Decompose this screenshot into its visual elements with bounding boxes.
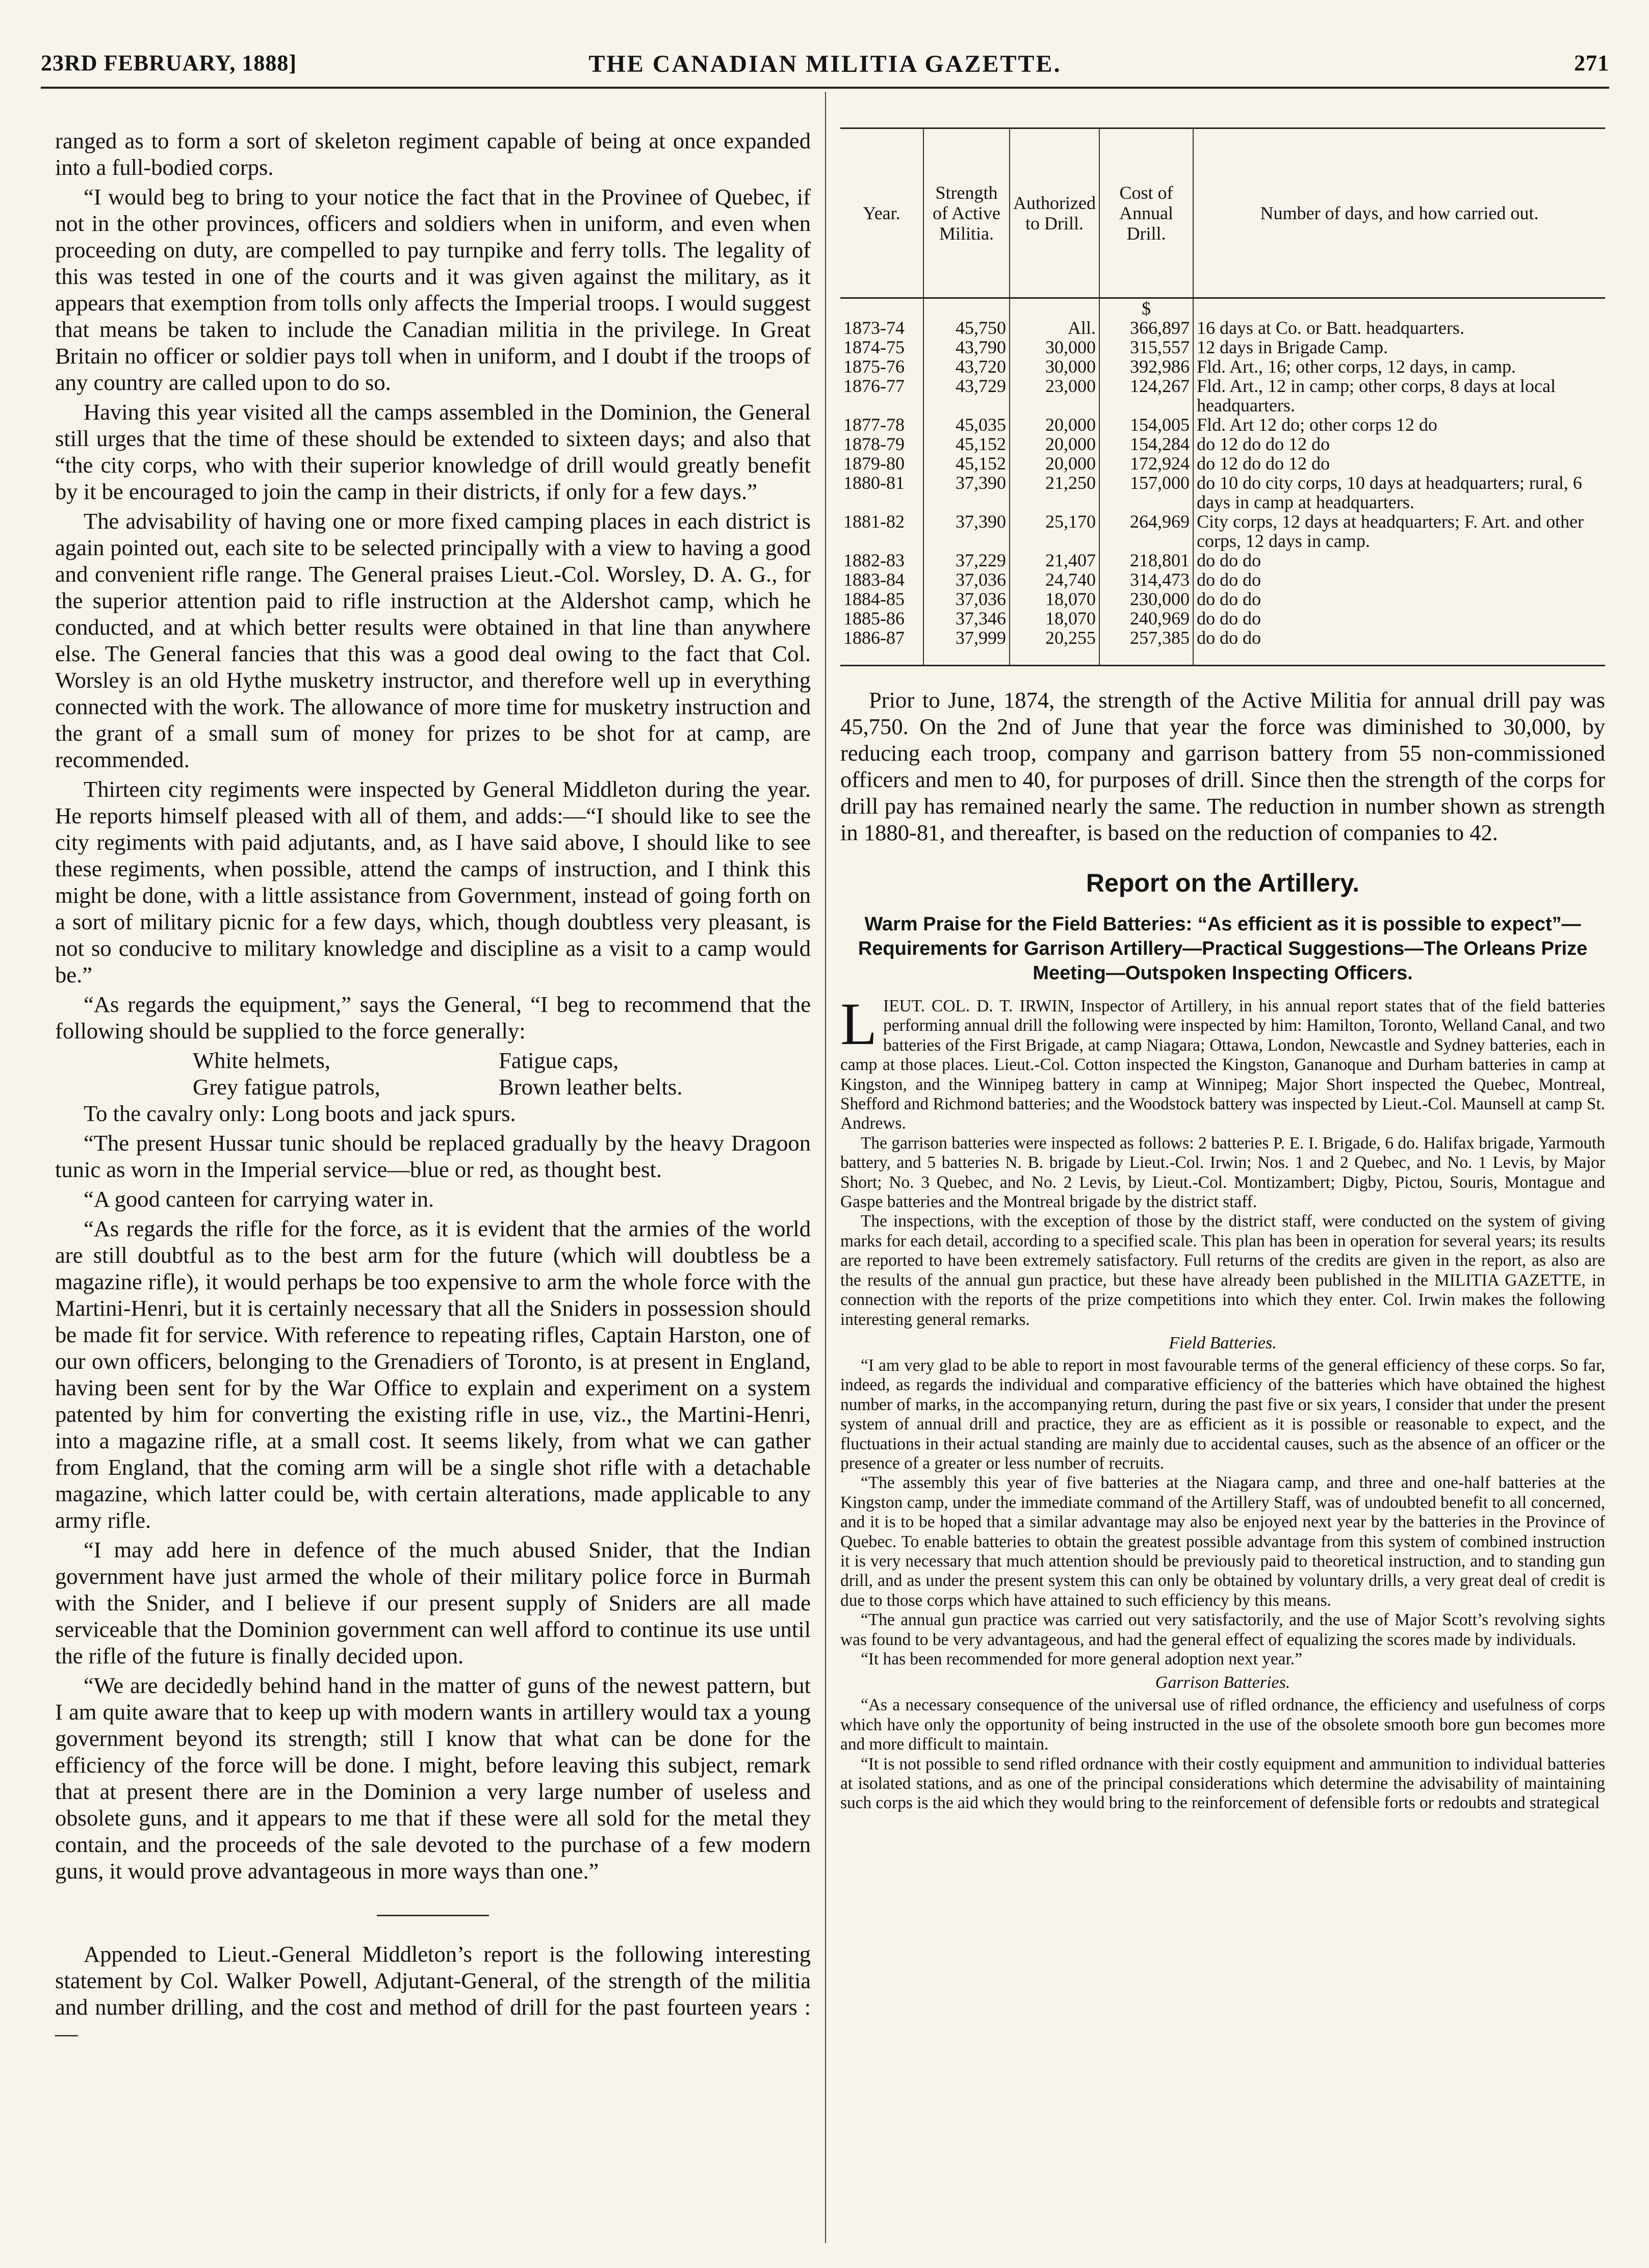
cell-authorized: 25,170 bbox=[1010, 512, 1099, 551]
table-row bbox=[840, 376, 1605, 415]
cell-year: 1884-85 bbox=[843, 589, 905, 609]
header-strength: Strength of Active Militia. bbox=[923, 128, 1010, 298]
section-subtitle: Warm Praise for the Field Batteries: “As efficient as it is possible to expect”—Requirements for Garrison Artillery—Practical Suggestions—The Orleans Prize Meeting—Outspoken Inspecting Officers. bbox=[858, 914, 1588, 984]
cell-year: 1885-86 bbox=[843, 608, 905, 629]
left-paragraph-1: ranged as to form a sort of skeleton regiment capable of being at once expanded into a full-bodied corps. bbox=[55, 128, 811, 180]
cell-strength: 43,729 bbox=[923, 376, 1010, 415]
equipment-item: Fatigue caps, bbox=[499, 1048, 619, 1073]
cell-cost: 315,557 bbox=[1099, 337, 1193, 357]
cell-cost: 392,986 bbox=[1099, 357, 1193, 376]
header-year: Year. bbox=[840, 128, 923, 298]
garrison-paragraph-1: “As a necessary consequence of the universal use of rifled ordnance, the efficiency and usefulness of corps which have only the opportunity of being instructed in the use of the obsolete smooth bore gun becomes more and more difficult to maintain. bbox=[840, 1696, 1605, 1754]
cell-strength: 45,152 bbox=[923, 434, 1010, 454]
cell-cost: 257,385 bbox=[1099, 628, 1193, 666]
cell-cost: 366,897 bbox=[1099, 318, 1193, 337]
cell-year: 1878-79 bbox=[843, 434, 905, 454]
table-row bbox=[840, 609, 1605, 628]
field-paragraph-2: “The assembly this year of five batteries at the Niagara camp, and three and one-half batteries at the Kingston camp, under the immediate command of the Artillery Staff, was of undoubted benefit to all concerned, and it is to be hoped that a similar advantage may also be enjoyed next year by the batteries in the Province of Quebec. To enable batteries to obtain the greatest possible advantage from this system of combined instruction it is very necessary that much attention should be previously paid to theoretical instruction, and to standing gun drill, and as under the present system this can only be obtained by voluntary drills, a very great deal of credit is due to those corps which have attained to such efficiency by this means. bbox=[840, 1473, 1605, 1610]
table-row bbox=[840, 357, 1605, 376]
field-paragraph-1: “I am very glad to be able to report in most favourable terms of the general efficiency of these corps. So far, indeed, as regards the individual and comparative efficiency of the batteries which have obtained the highest number of marks, in the accompanying return, during the past five or six years, I consider that under the present system of annual drill and practice, they are as efficient as it is possible or reasonable to expect, and the fluctuations in their actual standing are mainly due to accidental causes, such as the absence of an officer or the presence of a greater or less number of recruits. bbox=[840, 1355, 1605, 1473]
header-cost: Cost of Annual Drill. bbox=[1099, 128, 1193, 298]
cell-cost: 124,267 bbox=[1099, 376, 1193, 415]
militia-strength-table bbox=[840, 127, 1605, 666]
artillery-paragraph-1-text: IEUT. COL. D. T. IRWIN, Inspector of Artillery, in his annual report states that of the field batteries performing annual drill the following were inspected by him: Hamilton, Toronto, Welland Canal, and two batteries of the First Brigade, at camp Niagara; Ottawa, London, Newcastle and Sydney batteries, each in camp at those places. Lieut.-Col. Cotton inspected the Kingston, Gananoque and Durham batteries in camp at Kingston, and the Winnipeg battery in camp at Winnipeg; Major Short inspected the Quebec, Montreal, Shefford and Richmond batteries; and the Woodstock battery was inspected by Lieut.-Col. Maunsell at camp St. Andrews. bbox=[840, 997, 1605, 1133]
table-row bbox=[840, 473, 1605, 512]
right-column bbox=[840, 127, 1605, 1813]
cell-days: do 10 do city corps, 10 days at headquarters; rural, 6 days in camp at headquarters. bbox=[1193, 473, 1605, 512]
cell-cost: 157,000 bbox=[1099, 473, 1193, 512]
left-paragraph-4: The advisability of having one or more fixed camping places in each district is again pointed out, each site to be selected principally with a view to having a good and convenient rifle range. The General praises Lieut.-Col. Worsley, D. A. G., for the superior attention paid to rifle instruction at the Aldershot camp, which he conducted, and at which better results were obtained in that line than anywhere else. The General fancies that this was a good deal owing to the fact that Col. Worsley is an old Hythe musketry instructor, and therefore well up in everything connected with the work. The allowance of more time for musketry instruction and the grant of a small sum of money for prizes to be shot for at camp, are recommended. bbox=[55, 508, 811, 772]
equipment-item: Grey fatigue patrols, bbox=[193, 1074, 380, 1100]
cell-cost: 172,924 bbox=[1099, 454, 1193, 473]
cell-strength: 43,790 bbox=[923, 337, 1010, 357]
equipment-row bbox=[193, 1074, 682, 1100]
cell-days: do do do bbox=[1193, 570, 1605, 589]
cell-authorized: 18,070 bbox=[1010, 589, 1099, 609]
cell-authorized: 23,000 bbox=[1010, 376, 1099, 415]
cell-cost: 218,801 bbox=[1099, 551, 1193, 570]
cell-year: 1883-84 bbox=[843, 569, 905, 590]
cell-authorized: 30,000 bbox=[1010, 357, 1099, 376]
left-paragraph-11: “We are decidedly behind hand in the matter of guns of the newest pattern, but I am quite aware that to keep up with modern wants in artillery would tax a young government beyond its strength; still I know that what can be done for the efficiency of the force will be done. I might, before leaving this subject, remark that at present there are in the Dominion a very large number of useless and obsolete guns, and it appears to me that if these were all sold for the metal they contain, and the proceeds of the sale devoted to the purchase of a few modern guns, it would prove advantageous in more ways than one.” bbox=[55, 1673, 811, 1884]
cell-days: 16 days at Co. or Batt. headquarters. bbox=[1193, 318, 1605, 337]
column-rule bbox=[825, 92, 826, 2243]
cell-year: 1880-81 bbox=[843, 473, 905, 493]
cell-authorized: 20,000 bbox=[1010, 415, 1099, 434]
section-title: Report on the Artillery. bbox=[1086, 869, 1360, 897]
garrison-paragraph-2: “It is not possible to send rifled ordnance with their costly equipment and ammunition to individual batteries at isolated stations, and as one of the principal considerations which determine the advisability of maintaining such corps is the aid which they would bring to the reinforcement of defensible forts or redoubts and strategical bbox=[840, 1754, 1605, 1813]
table-row bbox=[840, 318, 1605, 337]
cell-cost: 154,005 bbox=[1099, 415, 1193, 434]
cell-authorized: 24,740 bbox=[1010, 570, 1099, 589]
cell-cost: 240,969 bbox=[1099, 609, 1193, 628]
table-row bbox=[840, 298, 1605, 319]
cell-days: Fld. Art., 12 in camp; other corps, 8 days at local headquarters. bbox=[1193, 376, 1605, 415]
cell-strength: 37,036 bbox=[923, 589, 1010, 609]
cell-cost: 264,969 bbox=[1099, 512, 1193, 551]
left-paragraph-5: Thirteen city regiments were inspected by General Middleton during the year. He reports himself pleased with all of them, and adds:—“I should like to see the city regiments with paid adjutants, and, as I have said above, I should like to see these regiments, when possible, attend the camps of instruction, and I think this might be done, with a little assistance from Government, instead of going forth on a sort of military picnic for a few days, which, though doubtless very pleasant, is not so conducive to military knowledge and discipline as a visit to a camp would be.” bbox=[55, 776, 811, 987]
left-paragraph-6: “As regards the equipment,” says the General, “I beg to recommend that the following should be supplied to the force generally: bbox=[55, 992, 811, 1044]
table-header-row bbox=[840, 128, 1605, 298]
cell-strength: 37,346 bbox=[923, 609, 1010, 628]
cell-days: City corps, 12 days at headquarters; F. Art. and other corps, 12 days in camp. bbox=[1193, 512, 1605, 551]
cell-strength: 45,035 bbox=[923, 415, 1010, 434]
cell-authorized: 18,070 bbox=[1010, 609, 1099, 628]
cell-authorized: 21,407 bbox=[1010, 551, 1099, 570]
left-column bbox=[55, 127, 811, 2050]
header-authorized: Authorized to Drill. bbox=[1010, 128, 1099, 298]
cell-year: 1876-77 bbox=[843, 376, 905, 396]
table-row bbox=[840, 337, 1605, 357]
cell-authorized: 30,000 bbox=[1010, 337, 1099, 357]
header-days: Number of days, and how carried out. bbox=[1193, 128, 1605, 298]
table-row bbox=[840, 434, 1605, 454]
cell-year: 1877-78 bbox=[843, 414, 905, 435]
left-paragraph-3: Having this year visited all the camps assembled in the Dominion, the General still urges that the time of these should be extended to sixteen days; and also that “the city corps, who with their superior knowledge of drill would greatly benefit by it be encouraged to join the camp in their districts, if only for a few days.” bbox=[55, 399, 811, 504]
cell-cost: 154,284 bbox=[1099, 434, 1193, 454]
cell-strength: 37,036 bbox=[923, 570, 1010, 589]
table-row bbox=[840, 570, 1605, 589]
equipment-list bbox=[193, 1047, 682, 1100]
cell-year: 1873-74 bbox=[843, 318, 905, 338]
table-row bbox=[840, 628, 1605, 666]
cavalry-line: To the cavalry only: Long boots and jack spurs. bbox=[84, 1101, 516, 1126]
cell-year: 1875-76 bbox=[843, 356, 905, 377]
equipment-item: Brown leather belts. bbox=[499, 1074, 683, 1100]
cell-days: 12 days in Brigade Camp. bbox=[1193, 337, 1605, 357]
field-paragraph-4: “It has been recommended for more general adoption next year.” bbox=[861, 1650, 1302, 1669]
table-row bbox=[840, 551, 1605, 570]
artillery-paragraph-3: The inspections, with the exception of those by the district staff, were conducted on the system of giving marks for each detail, according to a specified scale. This plan has been in operation for several years; its results are reported to have been extremely satisfactory. Full returns of the credits are given in the report, as also are the results of the annual gun practice, but these have already been published in the MILITIA GAZETTE, in connection with the reports of the prize competitions into which they enter. Col. Irwin makes the following interesting general remarks. bbox=[840, 1212, 1605, 1329]
cell-strength: 43,720 bbox=[923, 357, 1010, 376]
table-body bbox=[840, 298, 1605, 666]
cell-days: Fld. Art., 16; other corps, 12 days, in camp. bbox=[1193, 357, 1605, 376]
drop-cap: L bbox=[840, 990, 878, 1057]
cell-year: 1881-82 bbox=[843, 511, 905, 532]
cell-authorized: 21,250 bbox=[1010, 473, 1099, 512]
cell-days: do 12 do do 12 do bbox=[1193, 434, 1605, 454]
currency-symbol: $ bbox=[1099, 298, 1193, 319]
cell-days: do do do bbox=[1193, 589, 1605, 609]
garrison-batteries-heading: Garrison Batteries. bbox=[1155, 1673, 1291, 1692]
cell-year: 1879-80 bbox=[843, 453, 905, 474]
cell-year: 1874-75 bbox=[843, 337, 905, 357]
cell-cost: 314,473 bbox=[1099, 570, 1193, 589]
cell-days: do 12 do do 12 do bbox=[1193, 454, 1605, 473]
cell-strength: 37,999 bbox=[923, 628, 1010, 666]
cell-days: Fld. Art 12 do; other corps 12 do bbox=[1193, 415, 1605, 434]
table-row bbox=[840, 454, 1605, 473]
cell-days: do do do bbox=[1193, 609, 1605, 628]
left-paragraph-2: “I would beg to bring to your notice the fact that in the Provinee of Quebec, if not in the other provinces, officers and soldiers when in uniform, and even when proceeding on duty, are compelled to pay turnpike and ferry tolls. The legality of this was tested in one of the courts and it was given against the military, as it appears that exemption from tolls only affects the Imperial troops. I would suggest that means be taken to include the Canadian militia in the privilege. In Great Britain no officer or soldier pays toll when in uniform, and I doubt if the troops of any country are called upon to do so. bbox=[55, 184, 811, 395]
left-paragraph-12: Appended to Lieut.-General Middleton’s report is the following interesting statement by Col. Walker Powell, Adjutant-General, of the strength of the militia and number drilling, and the cost and method of drill for the past fourteen years :— bbox=[55, 1941, 811, 2046]
newspaper-title: THE CANADIAN MILITIA GAZETTE. bbox=[588, 50, 1062, 77]
left-paragraph-7: “The present Hussar tunic should be replaced gradually by the heavy Dragoon tunic as worn in the Imperial service—blue or red, as thought best. bbox=[55, 1130, 811, 1182]
equipment-row bbox=[193, 1047, 682, 1074]
field-paragraph-3: “The annual gun practice was carried out very satisfactorily, and the use of Major Scott’s revolving sights was found to be very advantageous, and had the general effect of equalizing the scores made by individuals. bbox=[840, 1610, 1605, 1649]
cell-year: 1886-87 bbox=[840, 628, 923, 666]
left-paragraph-8: “A good canteen for carrying water in. bbox=[84, 1186, 434, 1212]
field-batteries-heading: Field Batteries. bbox=[1169, 1333, 1277, 1352]
cell-strength: 37,229 bbox=[923, 551, 1010, 570]
cell-authorized: 20,255 bbox=[1010, 628, 1099, 666]
left-paragraph-10: “I may add here in defence of the much abused Snider, that the Indian government have just armed the whole of their military police force in Burmah with the Snider, and I believe if our present supply of Sniders are all made serviceable that the Dominion government can well afford to continue its use until the rifle of the future is finally decided upon. bbox=[55, 1537, 811, 1669]
equipment-item: White helmets, bbox=[193, 1048, 330, 1073]
issue-date: 23RD FEBRUARY, 1888] bbox=[41, 50, 297, 75]
artillery-paragraph-2: The garrison batteries were inspected as follows: 2 batteries P. E. I. Brigade, 6 do. Halifax brigade, Yarmouth battery, and 5 batteries N. B. brigade by Lieut.-Col. Irwin; Nos. 1 and 2 Quebec, and No. 1 Levis, by Major Short; No. 3 Quebec, and No. 2 Levis, by Lieut.-Col. Montizambert; Digby, Pictou, Souris, Montague and Gaspe batteries and the Montreal brigade by the district staff. bbox=[840, 1133, 1605, 1212]
cell-authorized: 20,000 bbox=[1010, 434, 1099, 454]
cell-strength: 37,390 bbox=[923, 473, 1010, 512]
page-header bbox=[41, 50, 1609, 81]
header-rule bbox=[41, 87, 1609, 89]
section-divider bbox=[377, 1915, 489, 1916]
page-number: 271 bbox=[1574, 50, 1609, 75]
cell-cost: 230,000 bbox=[1099, 589, 1193, 609]
artillery-paragraph-1 bbox=[840, 990, 1605, 1134]
cell-strength: 37,390 bbox=[923, 512, 1010, 551]
cell-year: 1882-83 bbox=[843, 550, 905, 570]
cell-days: do do do bbox=[1193, 551, 1605, 570]
table-row bbox=[840, 589, 1605, 609]
cell-days: do do do bbox=[1193, 628, 1605, 666]
table-row bbox=[840, 415, 1605, 434]
cell-authorized: 20,000 bbox=[1010, 454, 1099, 473]
cell-authorized: All. bbox=[1010, 318, 1099, 337]
cell-strength: 45,152 bbox=[923, 454, 1010, 473]
table-row bbox=[840, 512, 1605, 551]
left-paragraph-9: “As regards the rifle for the force, as it is evident that the armies of the world are still doubtful as to the best arm for the future (which will doubtless be a magazine rifle), it would perhaps be too expensive to arm the whole force with the Martini-Henri, but it is certainly necessary that all the Sniders in possession should be made fit for service. With reference to repeating rifles, Captain Harston, one of our own officers, belonging to the Grenadiers of Toronto, is at present in England, having been sent for by the War Office to explain and experiment on a system patented by him for converting the existing rifle in use, viz., the Martini-Henri, into a magazine rifle, at a small cost. It seems likely, from what we can gather from England, that the coming arm will be a single shot rifle with a detachable magazine, which latter could be, with certain alterations, made applicable to any army rifle. bbox=[55, 1216, 811, 1533]
right-paragraph-1: Prior to June, 1874, the strength of the Active Militia for annual drill pay was 45,750. On the 2nd of June that year the force was diminished to 30,000, by reducing each troop, company and garrison battery from 55 non-commissioned officers and men to 40, for purposes of drill. Since then the strength of the corps for drill pay has remained nearly the same. The reduction in number shown as strength in 1880-81, and thereafter, is based on the reduction of companies to 42. bbox=[840, 687, 1605, 845]
cell-strength: 45,750 bbox=[923, 318, 1010, 337]
